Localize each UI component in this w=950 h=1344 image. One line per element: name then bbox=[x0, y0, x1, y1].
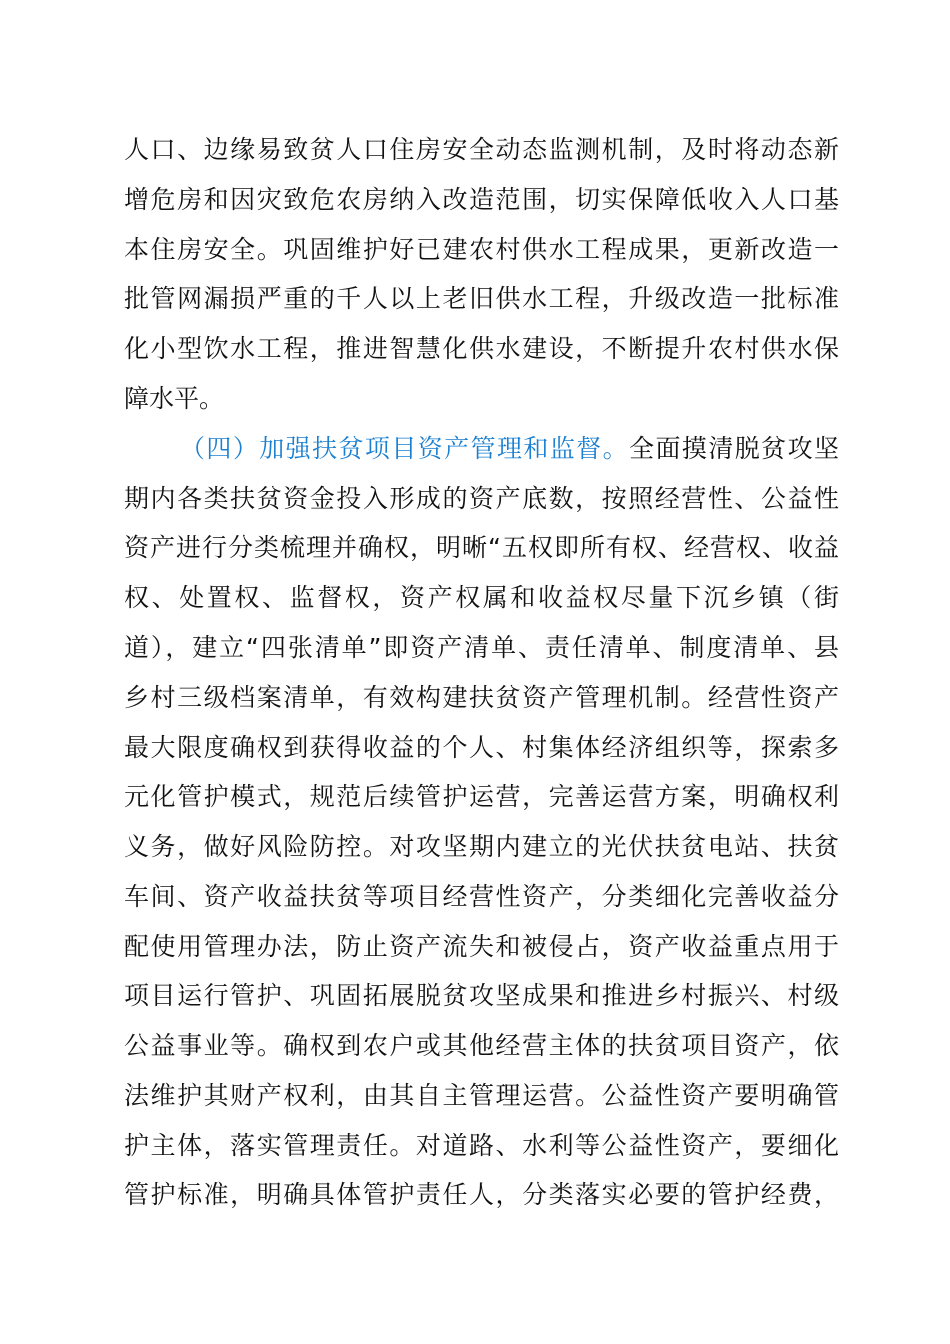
paragraph-line: 车间、资产收益扶贫等项目经营性资产，分类细化完善收益分 bbox=[124, 882, 839, 911]
paragraph-line: 法维护其财产权利，由其自主管理运营。公益性资产要明确管 bbox=[124, 1081, 839, 1110]
paragraph-line: 护主体，落实管理责任。对道路、水利等公益性资产，要细化 bbox=[124, 1131, 839, 1160]
paragraph-line: 障水平。 bbox=[124, 384, 225, 413]
paragraph-line: 最大限度确权到获得收益的个人、村集体经济组织等，探索多 bbox=[124, 733, 839, 762]
paragraph-line: 批管网漏损严重的千人以上老旧供水工程，升级改造一批标准 bbox=[124, 284, 839, 313]
paragraph-line: 管护标准，明确具体管护责任人，分类落实必要的管护经费， bbox=[124, 1180, 839, 1209]
paragraph-line: 义务，做好风险防控。对攻坚期内建立的光伏扶贫电站、扶贫 bbox=[124, 832, 839, 861]
paragraph-line: 项目运行管护、巩固拓展脱贫攻坚成果和推进乡村振兴、村级 bbox=[124, 981, 839, 1010]
paragraph-line: 增危房和因灾致危农房纳入改造范围，切实保障低收入人口基 bbox=[124, 185, 839, 214]
paragraph-line: 配使用管理办法，防止资产流失和被侵占，资产收益重点用于 bbox=[124, 932, 839, 961]
paragraph-line: 公益事业等。确权到农户或其他经营主体的扶贫项目资产，依 bbox=[124, 1031, 839, 1060]
paragraph-line: 乡村三级档案清单，有效构建扶贫资产管理机制。经营性资产 bbox=[124, 683, 839, 712]
paragraph-line: 道），建立“四张清单”即资产清单、责任清单、制度清单、县 bbox=[124, 633, 839, 662]
paragraph-line: 权、处置权、监督权，资产权属和收益权尽量下沉乡镇（街 bbox=[124, 583, 839, 612]
section-heading: （四）加强扶贫项目资产管理和监督。 bbox=[180, 434, 630, 463]
paragraph-line: 化小型饮水工程，推进智慧化供水建设，不断提升农村供水保 bbox=[124, 334, 839, 363]
paragraph-line: 期内各类扶贫资金投入形成的资产底数，按照经营性、公益性 bbox=[124, 484, 839, 513]
paragraph-line: 本住房安全。巩固维护好已建农村供水工程成果，更新改造一 bbox=[124, 235, 839, 264]
section-heading-line bbox=[180, 424, 839, 474]
paragraph-text: 全面摸清脱贫攻坚 bbox=[629, 434, 839, 463]
paragraph-line: 元化管护模式，规范后续管护运营，完善运营方案，明确权利 bbox=[124, 782, 839, 811]
paragraph-line: 资产进行分类梳理并确权，明晰“五权即所有权、经营权、收益 bbox=[124, 533, 839, 562]
paragraph-line: 人口、边缘易致贫人口住房安全动态监测机制，及时将动态新 bbox=[124, 135, 839, 164]
